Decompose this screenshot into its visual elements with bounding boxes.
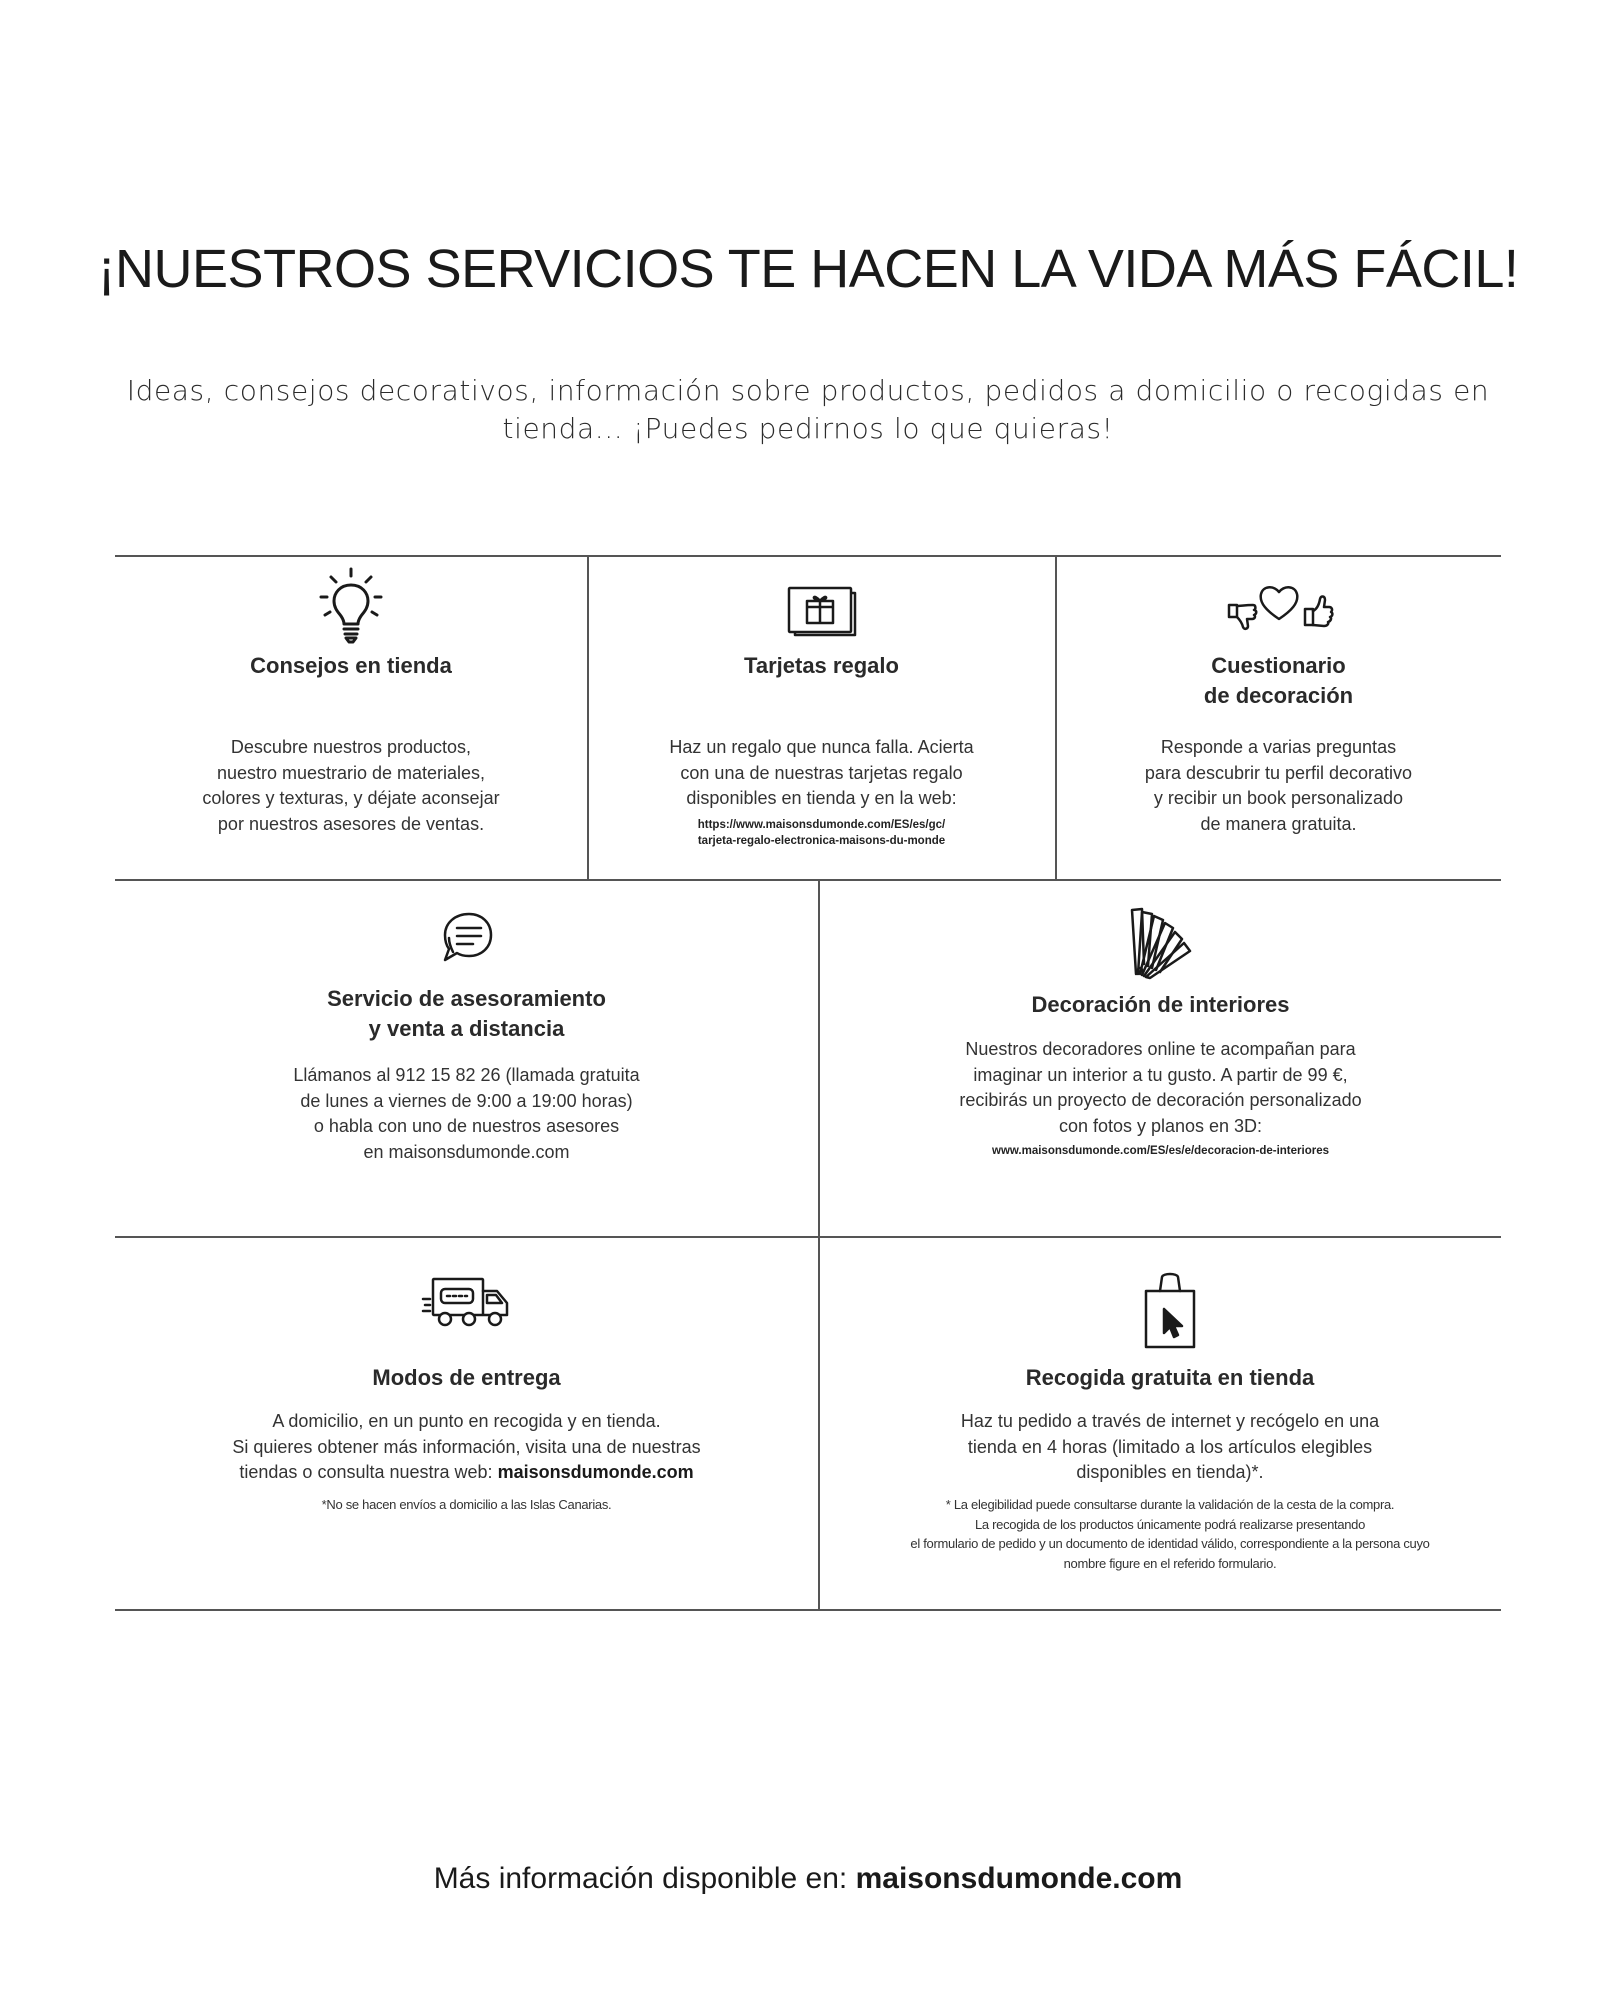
service-modos-de-entrega xyxy=(115,1237,818,1609)
delivery-truck-icon xyxy=(421,1275,513,1329)
service-decoracion-interiores xyxy=(820,880,1501,1236)
pickup-footnote: * La elegibilidad puede consultarse durante la validación de la cesta de la compra. La recogida de los productos únicamente podrá realizarse presentando el formulario de pedido y un documento de identidad válido, correspondiente a la persona cuyo nombre figure en el referido formulario. xyxy=(910,1497,1430,1571)
service-description: Responde a varias preguntas para descubrir tu perfil decorativo y recibir un book personalizado de manera gratuita. xyxy=(1144,737,1413,834)
like-heart-dislike-icon xyxy=(1223,579,1335,633)
footer-website-link[interactable]: maisonsdumonde.com xyxy=(855,1862,1183,1895)
service-title: Decoración de interiores xyxy=(1031,992,1290,1017)
service-title: Consejos en tienda xyxy=(250,653,452,678)
service-description: Haz tu pedido a través de internet y recógelo en una tienda en 4 horas (limitado a los artículos elegibles disponibles en tienda)*. xyxy=(960,1411,1380,1482)
decoration-link[interactable]: www.maisonsdumonde.com/ES/es/e/decoracion-de-interiores xyxy=(992,1145,1329,1157)
delivery-web-link[interactable]: maisonsdumonde.com xyxy=(497,1462,694,1482)
chat-bubble-icon xyxy=(439,910,495,966)
service-cuestionario-decoracion xyxy=(1056,555,1501,879)
service-asesoramiento-distancia xyxy=(115,880,818,1236)
service-recogida-gratuita xyxy=(820,1237,1520,1609)
grid-line-bottom xyxy=(115,1609,1501,1611)
service-description: A domicilio, en un punto en recogida y en tienda. Si quieres obtener más información, visita una de nuestras tiendas o consulta nuestra web: maisonsdumonde.com xyxy=(232,1411,701,1482)
service-title: Modos de entrega xyxy=(372,1365,561,1390)
service-description: Nuestros decoradores online te acompañan para imaginar un interior a tu gusto. A partir de 99 €, recibirás un proyecto de decoración personalizado con fotos y planos en 3D: xyxy=(959,1039,1362,1136)
service-description: Llámanos al 912 15 82 26 (llamada gratuita de lunes a viernes de 9:00 a 19:00 horas) o habla con uno de nuestros asesores en maisonsdumonde.com xyxy=(293,1065,640,1162)
service-title: Recogida gratuita en tienda xyxy=(1025,1365,1315,1390)
delivery-footnote: *No se hacen envíos a domicilio a las Islas Canarias. xyxy=(321,1497,612,1512)
footer-more-info: Más información disponible en: maisonsdumonde.com xyxy=(433,1862,1183,1895)
service-title: Cuestionario de decoración xyxy=(1203,653,1354,708)
shopping-bag-cursor-icon xyxy=(1142,1271,1198,1351)
gift-card-link[interactable]: https://www.maisonsdumonde.com/ES/es/gc/ tarjeta-regalo-electronica-maisons-du-monde xyxy=(697,819,946,847)
color-swatch-fan-icon xyxy=(1128,904,1194,980)
service-tarjetas-regalo xyxy=(588,555,1055,879)
gift-card-icon xyxy=(786,585,858,637)
service-title: Servicio de asesoramiento y venta a distancia xyxy=(327,986,606,1041)
lightbulb-icon xyxy=(316,565,386,645)
page-subtitle: Ideas, consejos decorativos, información sobre productos, pedidos a domicilio o recogidas en tienda... ¡Puedes pedirnos lo que quieras! xyxy=(126,374,1490,445)
service-consejos-en-tienda xyxy=(115,555,587,879)
service-title: Tarjetas regalo xyxy=(744,653,899,678)
service-description: Descubre nuestros productos, nuestro muestrario de materiales, colores y texturas, y déjate aconsejar por nuestros asesores de ventas. xyxy=(202,737,500,834)
service-description: Haz un regalo que nunca falla. Acierta con una de nuestras tarjetas regalo disponibles en tienda y en la web: xyxy=(669,737,974,808)
page-title: ¡NUESTROS SERVICIOS TE HACEN LA VIDA MÁS FÁCIL! xyxy=(97,239,1519,299)
